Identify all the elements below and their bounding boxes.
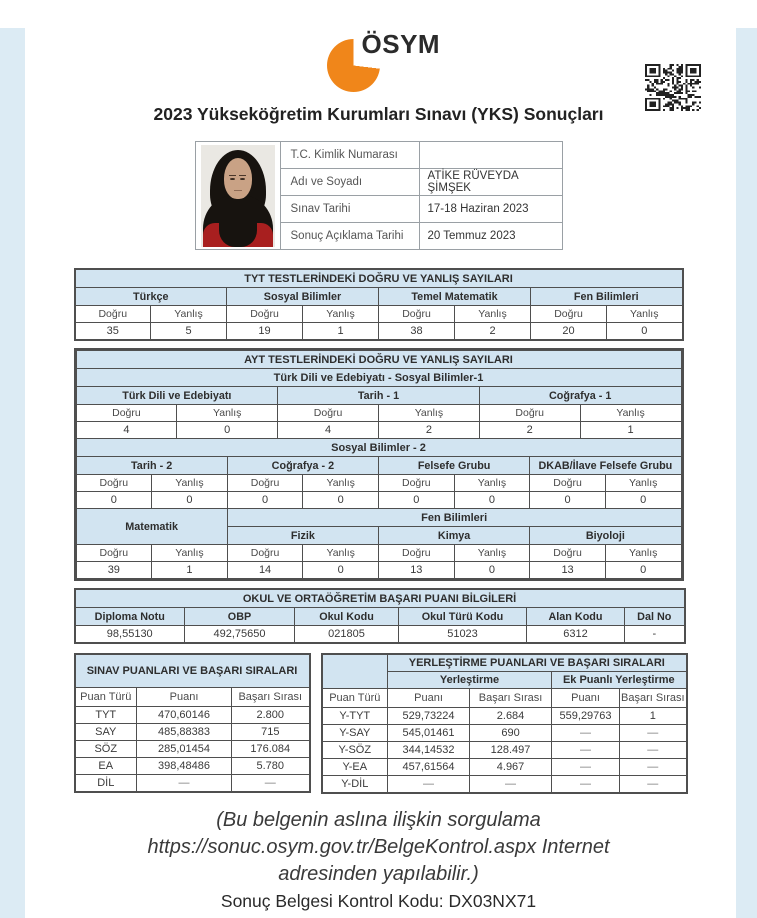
yanlis-label: Yanlış <box>152 475 228 492</box>
dogru-value: 0 <box>227 492 303 509</box>
verification-note-line: (Bu belgenin aslına ilişkin sorgulama <box>216 809 541 831</box>
table-row <box>322 776 687 794</box>
yanlis-value: 1 <box>580 422 681 439</box>
exam-date-value: 17-18 Haziran 2023 <box>419 196 562 223</box>
table-row <box>75 654 310 688</box>
portrait-mouth <box>234 190 242 192</box>
dogru-value: 39 <box>76 562 152 579</box>
puan-cell: 529,73224 <box>388 708 470 725</box>
obp-value: 492,75650 <box>185 626 295 644</box>
table-row <box>75 688 310 707</box>
yanlis-value: 0 <box>605 492 681 509</box>
dogru-label: Doğru <box>530 545 606 562</box>
subject-header: Biyoloji <box>530 527 681 545</box>
portrait-eye <box>240 178 245 180</box>
yanlis-value: 2 <box>378 422 479 439</box>
table-row <box>76 405 681 422</box>
dogru-label: Doğru <box>479 405 580 422</box>
subject-header: Matematik <box>76 509 227 545</box>
puan-cell: 485,88383 <box>137 724 232 741</box>
dogru-label: Doğru <box>227 475 303 492</box>
table-row <box>322 742 687 759</box>
ek-puan-cell: — <box>552 776 620 794</box>
yanlis-label: Yanlış <box>303 475 379 492</box>
puan-turu-cell: SÖZ <box>75 741 137 758</box>
okul-kodu-value: 021805 <box>295 626 399 644</box>
sira-cell: 690 <box>470 725 552 742</box>
puan-cell: 545,01461 <box>388 725 470 742</box>
personal-info-table <box>195 141 563 250</box>
column-header: Başarı Sırası <box>620 689 687 708</box>
table-row <box>76 387 681 405</box>
table-row <box>75 306 683 323</box>
dogru-label: Doğru <box>227 306 303 323</box>
okul-table-title: OKUL VE ORTAÖĞRETİM BAŞARI PUANI BİLGİLERİ <box>75 589 685 608</box>
alan-kodu-value: 6312 <box>527 626 625 644</box>
table-row <box>76 545 681 562</box>
ayt-section1 <box>76 368 682 439</box>
yanlis-label: Yanlış <box>607 306 683 323</box>
puan-turu-cell: Y-DİL <box>322 776 388 794</box>
dogru-value: 0 <box>379 492 455 509</box>
table-row <box>75 608 685 626</box>
dogru-label: Doğru <box>75 306 151 323</box>
yerlestirme-table-title: YERLEŞTİRME PUANLARI VE BAŞARI SIRALARI <box>388 654 687 672</box>
verification-note <box>0 807 757 888</box>
yerlestirme-puanlari-table <box>321 653 688 794</box>
column-header: Okul Türü Kodu <box>399 608 527 626</box>
sira-cell: 2.684 <box>470 708 552 725</box>
sira-cell: 176.084 <box>232 741 310 758</box>
puan-cell: 344,14532 <box>388 742 470 759</box>
subject-header: Sosyal Bilimler <box>227 288 379 306</box>
fen-bilimleri-group-header: Fen Bilimleri <box>227 509 681 527</box>
table-row <box>322 759 687 776</box>
sinav-table-title: SINAV PUANLARI VE BAŞARI SIRALARI <box>75 654 310 688</box>
control-code: Sonuç Belgesi Kontrol Kodu: DX03NX71 <box>220 891 537 911</box>
portrait-brow <box>239 175 246 177</box>
yanlis-label: Yanlış <box>605 545 681 562</box>
puan-turu-cell: Y-SÖZ <box>322 742 388 759</box>
diploma-notu-value: 98,55130 <box>75 626 185 644</box>
yanlis-value: 0 <box>454 562 530 579</box>
puan-turu-cell: EA <box>75 758 137 775</box>
ek-puan-cell: — <box>552 759 620 776</box>
column-header: Puanı <box>552 689 620 708</box>
subject-header: Fizik <box>227 527 378 545</box>
page-title: 2023 Yükseköğretim Kurumları Sınavı (YKS) Sonuçları <box>153 104 604 124</box>
portrait-eye <box>230 178 235 180</box>
dogru-value: 13 <box>379 562 455 579</box>
puan-turu-cell: DİL <box>75 775 137 793</box>
table-row <box>76 457 681 475</box>
dogru-label: Doğru <box>531 306 607 323</box>
verification-url: https://sonuc.osym.gov.tr/BelgeKontrol.aspx Internet <box>147 836 610 858</box>
dogru-value: 4 <box>278 422 379 439</box>
osym-logo-text: ÖSYM <box>361 29 441 59</box>
puan-turu-cell: Y-TYT <box>322 708 388 725</box>
table-row <box>322 708 687 725</box>
portrait-brow <box>229 175 236 177</box>
table-row <box>322 689 687 708</box>
portrait-face <box>224 158 252 199</box>
table-row <box>76 422 681 439</box>
dogru-label: Doğru <box>530 475 606 492</box>
exam-date-label: Sınav Tarihi <box>280 196 419 223</box>
dogru-value: 14 <box>227 562 303 579</box>
tyt-table-title: TYT TESTLERİNDEKİ DOĞRU VE YANLIŞ SAYILARI <box>75 269 683 288</box>
corner-cell <box>322 654 388 689</box>
dogru-label: Doğru <box>76 475 152 492</box>
subject-header: Coğrafya - 1 <box>479 387 681 405</box>
dogru-value: 2 <box>479 422 580 439</box>
puan-cell: 398,48486 <box>137 758 232 775</box>
ayt-section1-title: Türk Dili ve Edebiyatı - Sosyal Bilimler-1 <box>76 369 681 387</box>
result-document <box>0 28 757 912</box>
subject-header: Türkçe <box>75 288 227 306</box>
dal-no-value: - <box>625 626 685 644</box>
yanlis-label: Yanlış <box>455 306 531 323</box>
yanlis-label: Yanlış <box>303 306 379 323</box>
name-label: Adı ve Soyadı <box>280 169 419 196</box>
puan-turu-cell: SAY <box>75 724 137 741</box>
sira-cell: — <box>470 776 552 794</box>
column-header: Başarı Sırası <box>470 689 552 708</box>
table-row <box>76 475 681 492</box>
yanlis-value: 0 <box>177 422 278 439</box>
table-row <box>75 269 683 288</box>
osym-logo <box>327 28 441 92</box>
yanlis-label: Yanlış <box>580 405 681 422</box>
yanlis-value: 2 <box>455 323 531 341</box>
ayt-table-title: AYT TESTLERİNDEKİ DOĞRU VE YANLIŞ SAYILARI <box>76 351 681 369</box>
yanlis-value: 0 <box>303 492 379 509</box>
puan-cell: 285,01454 <box>137 741 232 758</box>
yanlis-label: Yanlış <box>177 405 278 422</box>
tc-kimlik-label: T.C. Kimlik Numarası <box>280 142 419 169</box>
subject-header: Kimya <box>379 527 530 545</box>
yanlis-label: Yanlış <box>303 545 379 562</box>
dogru-value: 20 <box>531 323 607 341</box>
puan-turu-cell: TYT <box>75 707 137 724</box>
table-row <box>75 775 310 793</box>
puan-turu-cell: Y-EA <box>322 759 388 776</box>
table-row <box>76 351 681 369</box>
ayt-table <box>74 348 684 581</box>
column-header: OBP <box>185 608 295 626</box>
table-row <box>195 142 562 169</box>
yanlis-value: 0 <box>607 323 683 341</box>
sira-cell: — <box>232 775 310 793</box>
subject-header: Coğrafya - 2 <box>227 457 378 475</box>
table-row <box>76 562 681 579</box>
okul-turu-kodu-value: 51023 <box>399 626 527 644</box>
dogru-value: 0 <box>530 492 606 509</box>
table-row <box>322 654 687 672</box>
dogru-value: 38 <box>379 323 455 341</box>
column-header: Puanı <box>137 688 232 707</box>
ek-sira-cell: — <box>620 759 687 776</box>
sira-cell: 715 <box>232 724 310 741</box>
dogru-label: Doğru <box>278 405 379 422</box>
table-row <box>322 725 687 742</box>
table-row <box>76 439 681 457</box>
yanlis-label: Yanlış <box>151 306 227 323</box>
subject-header: Tarih - 1 <box>278 387 480 405</box>
yanlis-value: 0 <box>454 492 530 509</box>
column-header: Puan Türü <box>322 689 388 708</box>
yanlis-label: Yanlış <box>605 475 681 492</box>
column-header: Puanı <box>388 689 470 708</box>
dogru-label: Doğru <box>379 545 455 562</box>
dogru-value: 35 <box>75 323 151 341</box>
dogru-value: 19 <box>227 323 303 341</box>
ayt-section2 <box>76 438 682 509</box>
dogru-label: Doğru <box>76 545 152 562</box>
verification-note-line: adresinden yapılabilir.) <box>278 863 479 885</box>
ek-puanli-group-header: Ek Puanlı Yerleştirme <box>552 672 687 689</box>
sira-cell: 4.967 <box>470 759 552 776</box>
puan-cell: 470,60146 <box>137 707 232 724</box>
column-header: Dal No <box>625 608 685 626</box>
table-row <box>75 707 310 724</box>
ek-puan-cell: — <box>552 725 620 742</box>
ayt-section2-title: Sosyal Bilimler - 2 <box>76 439 681 457</box>
ek-puan-cell: 559,29763 <box>552 708 620 725</box>
tc-kimlik-value <box>419 142 562 169</box>
table-row <box>76 492 681 509</box>
ayt-title-band <box>76 350 682 369</box>
table-row <box>75 288 683 306</box>
yanlis-label: Yanlış <box>152 545 228 562</box>
okul-table <box>74 588 686 644</box>
table-row <box>75 589 685 608</box>
dogru-label: Doğru <box>379 475 455 492</box>
subject-header: DKAB/İlave Felsefe Grubu <box>530 457 681 475</box>
qr-code-icon <box>645 64 701 111</box>
subject-header: Felsefe Grubu <box>379 457 530 475</box>
announce-date-label: Sonuç Açıklama Tarihi <box>280 223 419 250</box>
yanlis-label: Yanlış <box>454 475 530 492</box>
subject-header: Türk Dili ve Edebiyatı <box>76 387 278 405</box>
portrait-hijab-front <box>219 207 257 247</box>
dogru-value: 0 <box>76 492 152 509</box>
sira-cell: 5.780 <box>232 758 310 775</box>
puan-cell: — <box>137 775 232 793</box>
yanlis-value: 1 <box>152 562 228 579</box>
yanlis-value: 5 <box>151 323 227 341</box>
sira-cell: 128.497 <box>470 742 552 759</box>
announce-date-value: 20 Temmuz 2023 <box>419 223 562 250</box>
ek-sira-cell: — <box>620 742 687 759</box>
sira-cell: 2.800 <box>232 707 310 724</box>
table-row <box>75 626 685 644</box>
dogru-value: 4 <box>76 422 177 439</box>
table-row <box>76 369 681 387</box>
ek-sira-cell: — <box>620 776 687 794</box>
name-value: ATİKE RÜVEYDA ŞİMŞEK <box>419 169 562 196</box>
column-header: Okul Kodu <box>295 608 399 626</box>
ek-sira-cell: — <box>620 725 687 742</box>
column-header: Diploma Notu <box>75 608 185 626</box>
yanlis-value: 0 <box>303 562 379 579</box>
table-row <box>75 758 310 775</box>
student-photo <box>201 145 275 247</box>
tyt-table <box>74 268 684 341</box>
yanlis-label: Yanlış <box>454 545 530 562</box>
puan-cell: — <box>388 776 470 794</box>
column-header: Başarı Sırası <box>232 688 310 707</box>
yerlestirme-group-header: Yerleştirme <box>388 672 552 689</box>
yanlis-value: 0 <box>152 492 228 509</box>
table-row <box>75 724 310 741</box>
subject-header: Temel Matematik <box>379 288 531 306</box>
dogru-label: Doğru <box>227 545 303 562</box>
column-header: Puan Türü <box>75 688 137 707</box>
dogru-value: 13 <box>530 562 606 579</box>
puan-cell: 457,61564 <box>388 759 470 776</box>
yanlis-value: 1 <box>303 323 379 341</box>
yanlis-value: 0 <box>605 562 681 579</box>
dogru-label: Doğru <box>379 306 455 323</box>
table-row <box>75 323 683 341</box>
yanlis-label: Yanlış <box>378 405 479 422</box>
ek-puan-cell: — <box>552 742 620 759</box>
dogru-label: Doğru <box>76 405 177 422</box>
table-row <box>76 509 681 527</box>
puan-turu-cell: Y-SAY <box>322 725 388 742</box>
ayt-section3 <box>76 508 682 579</box>
subject-header: Fen Bilimleri <box>531 288 683 306</box>
ek-sira-cell: 1 <box>620 708 687 725</box>
table-row <box>75 741 310 758</box>
subject-header: Tarih - 2 <box>76 457 227 475</box>
sinav-puanlari-table <box>74 653 311 793</box>
column-header: Alan Kodu <box>527 608 625 626</box>
student-photo-cell <box>195 142 280 250</box>
